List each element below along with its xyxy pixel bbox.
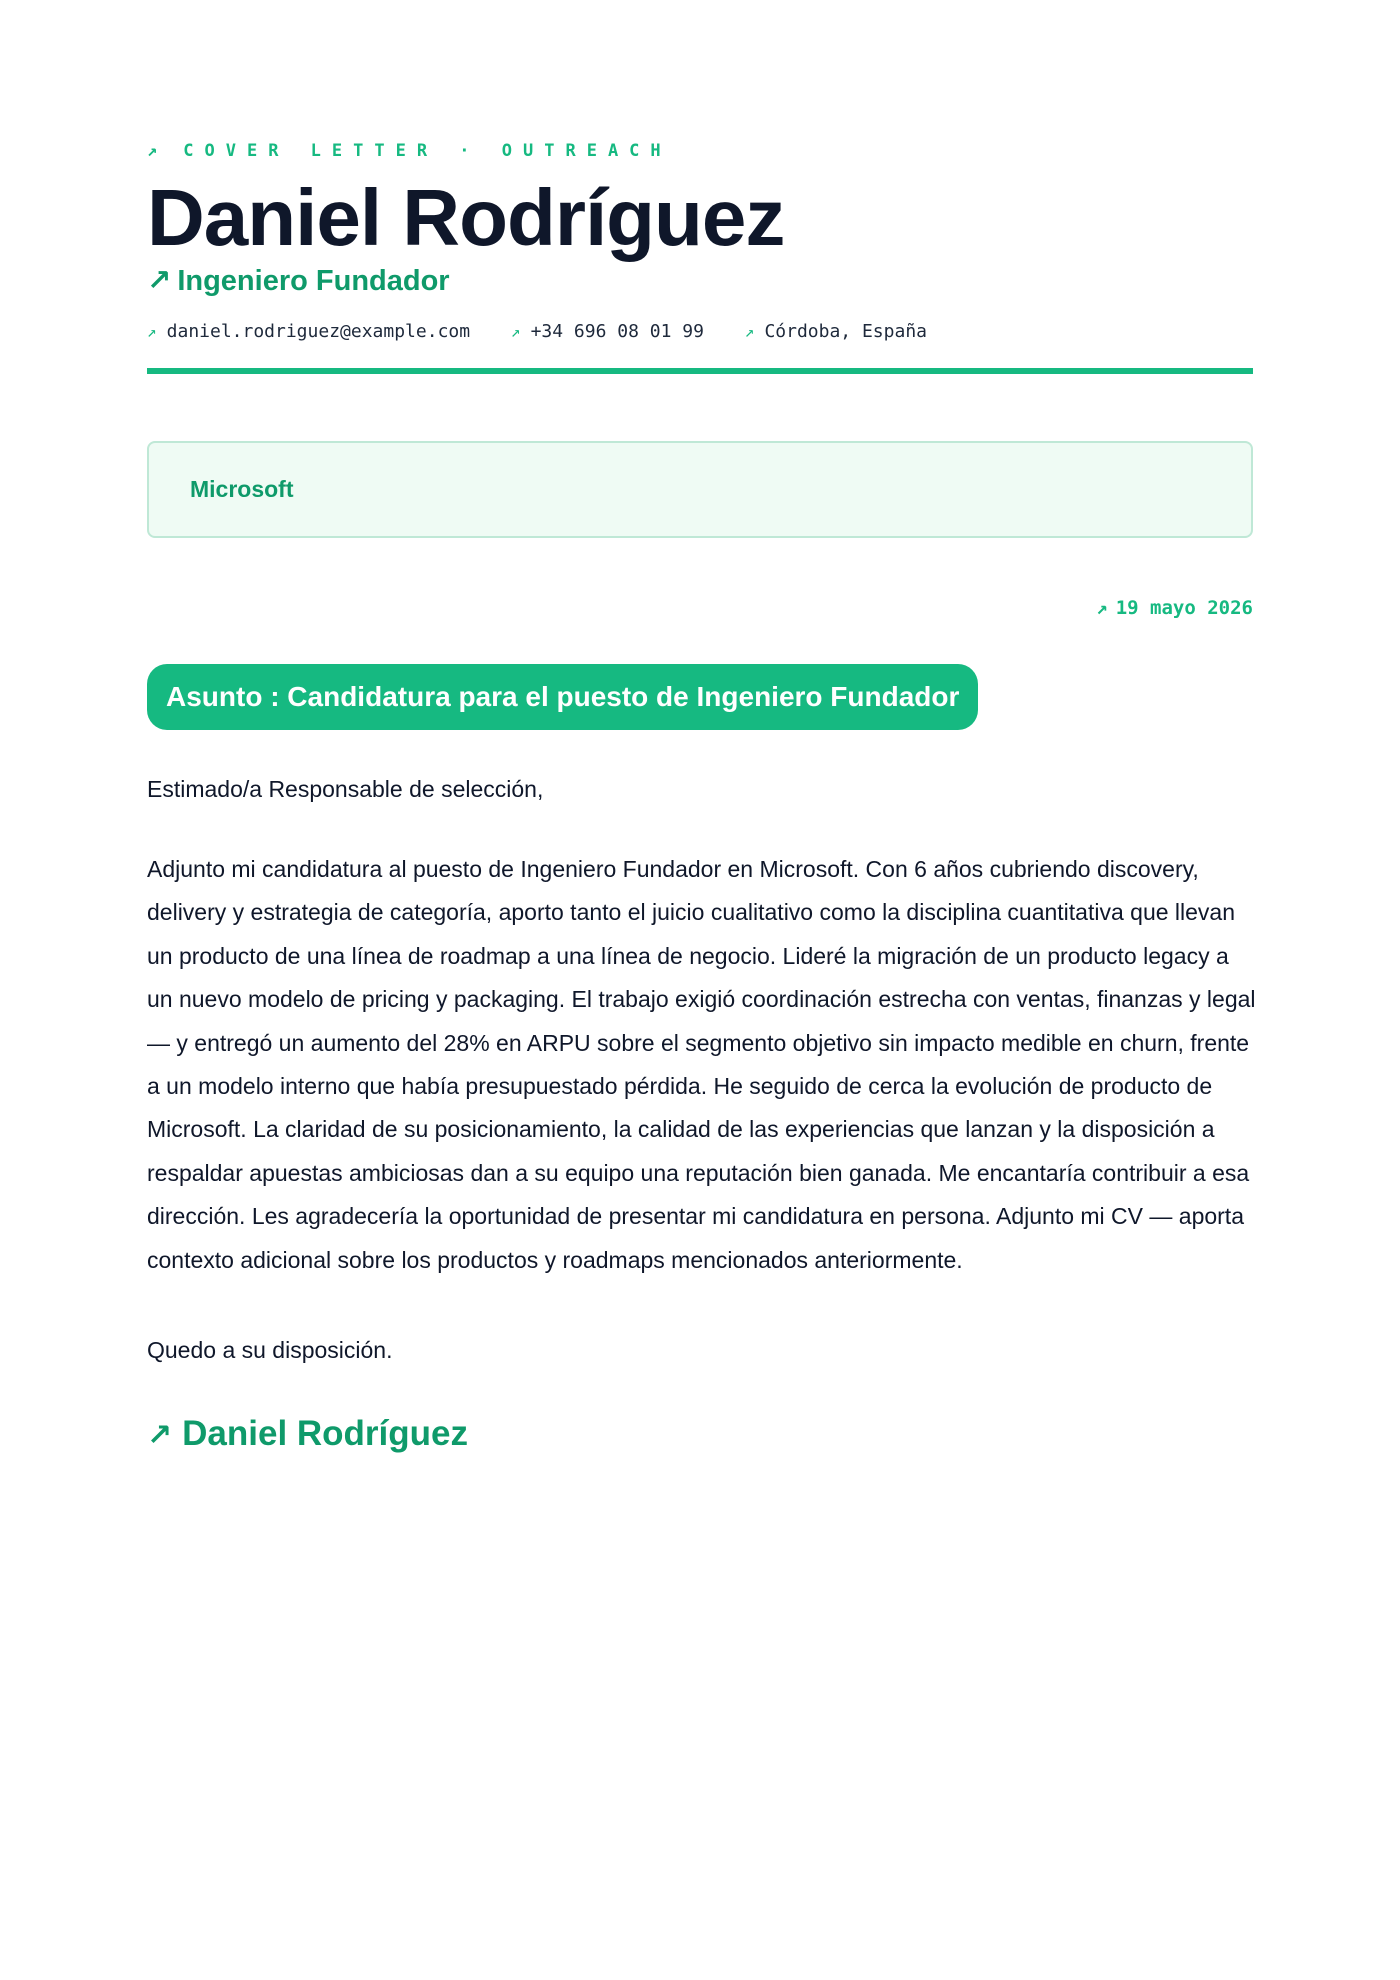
eyebrow-label	[147, 140, 1253, 162]
role-text: Ingeniero Fundador	[177, 265, 450, 297]
salutation: Estimado/a Responsable de selección,	[147, 776, 544, 802]
arrow-icon: ↗	[147, 1419, 173, 1453]
letter-date	[147, 596, 1253, 620]
eyebrow-text: COVER LETTER · OUTREACH	[183, 141, 672, 161]
contact-location	[745, 320, 927, 344]
recipient-box	[147, 441, 1253, 538]
arrow-icon: ↗	[510, 322, 521, 341]
closing-line: Quedo a su disposición.	[147, 1337, 393, 1364]
email-text: daniel.rodriguez@example.com	[166, 321, 471, 342]
signature	[147, 1413, 1253, 1457]
contact-email[interactable]	[147, 320, 470, 344]
signature-name: Daniel Rodríguez	[182, 1414, 469, 1454]
applicant-name: Daniel Rodríguez	[147, 173, 785, 262]
arrow-icon: ↗	[147, 141, 158, 161]
contact-phone[interactable]	[511, 320, 704, 344]
contact-row	[147, 320, 1253, 344]
arrow-icon: ↗	[1096, 597, 1108, 619]
letter-body: Adjunto mi candidatura al puesto de Ingeniero Fundador en Microsoft. Con 6 años cubriendo discovery, delivery y estrategia de categoría, aporto tanto el juicio cualitativo como la disciplina cuantitativa que llevan un producto de una línea de roadmap a una línea de negocio. Lideré la migración de un producto legacy a un nuevo modelo de pricing y packaging. El trabajo exigió coordinación estrecha con ventas, finanzas y legal — y entregó un aumento del 28% en ARPU sobre el segmento objetivo sin impacto medible en churn, frente a un modelo interno que había presupuestado pérdida. He seguido de cerca la evolución de producto de Microsoft. La claridad de su posicionamiento, la calidad de las experiencias que lanzan y la disposición a respaldar apuestas ambiciosas dan a su equipo una reputación bien ganada. Me encantaría contribuir a esa dirección. Les agradecería la oportunidad de presentar mi candidatura en persona. Adjunto mi CV — aporta contexto adicional sobre los productos y roadmaps mencionados anteriormente.	[147, 856, 1256, 1273]
recipient-company: Microsoft	[190, 476, 294, 502]
arrow-icon: ↗	[147, 322, 157, 341]
date-text: 19 mayo 2026	[1115, 597, 1253, 619]
header-divider	[147, 368, 1253, 374]
location-text: Córdoba, España	[764, 321, 927, 342]
subject-badge: Asunto : Candidatura para el puesto de Ingeniero Fundador	[147, 664, 978, 730]
arrow-icon: ↗	[744, 322, 755, 341]
applicant-role	[147, 264, 1253, 298]
phone-text: +34 696 08 01 99	[530, 321, 704, 342]
arrow-icon: ↗	[147, 265, 172, 297]
